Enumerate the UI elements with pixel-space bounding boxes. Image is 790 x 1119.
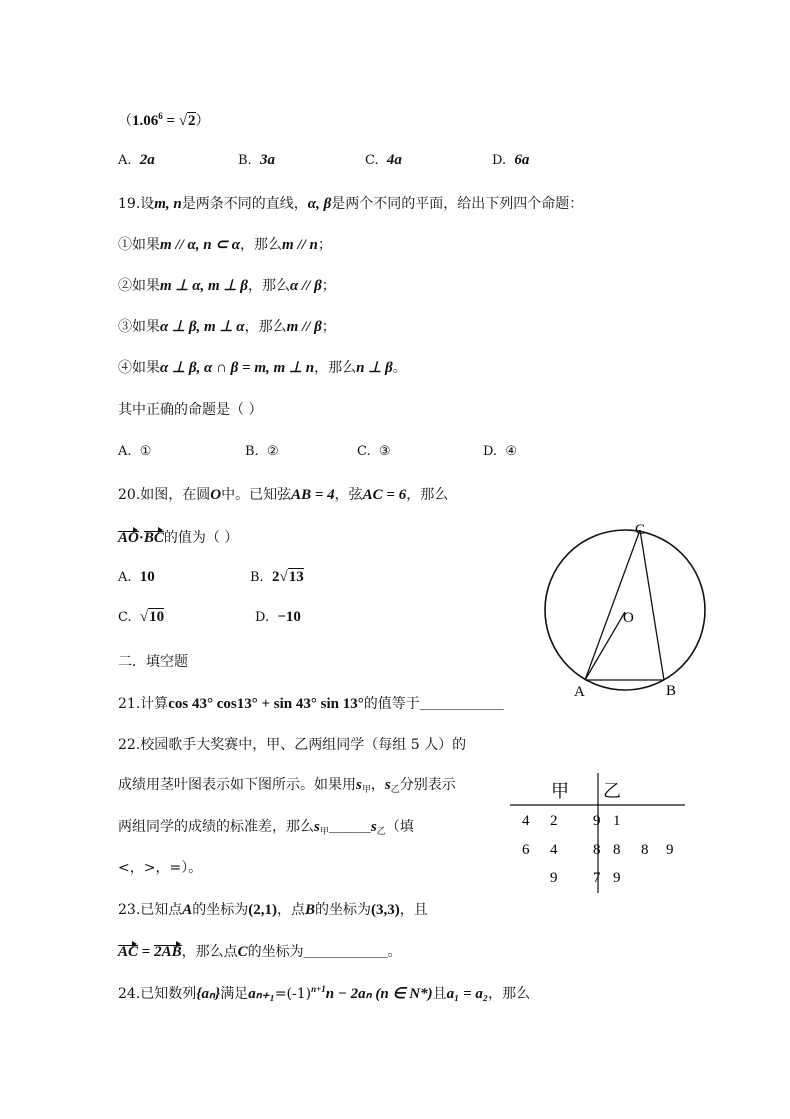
stem-leaf-plot bbox=[505, 765, 690, 895]
q23-line-2: AC = 2AB，那么点C的坐标为＿＿＿＿＿＿。 bbox=[118, 944, 402, 960]
stem-leaf-stem: 8 bbox=[593, 842, 601, 858]
q24-stem: 24.已知数列{aₙ}满足$a_{n+1}=(-1)^{n+1}n - 2a_n$ (n ∈ N*)且a₁ = a₂，那么 bbox=[118, 984, 531, 1002]
stem-leaf-right-leaf: 8 bbox=[613, 842, 621, 858]
q18-option-c: C. 4a bbox=[365, 152, 402, 168]
q19-question: 其中正确的命题是（ ） bbox=[118, 402, 263, 418]
q18-option-b: B. 3a bbox=[238, 152, 275, 168]
q22-line-2: 成绩用茎叶图表示如下图所示。如果用$s_甲$，$s_乙$分别表示 bbox=[118, 777, 456, 795]
stem-leaf-left-leaf: 4 bbox=[522, 813, 530, 829]
q21-stem: 21.计算cos 43° cos13° + sin 43° sin 13°的值等于＿＿＿＿＿＿ bbox=[118, 696, 504, 712]
q20-option-d: D. −10 bbox=[255, 609, 301, 625]
stem-leaf-header-left: 甲 bbox=[551, 781, 569, 801]
q19-option-c: C. ③ bbox=[357, 444, 391, 459]
section-fill-in-title: 二．填空题 bbox=[118, 654, 188, 670]
q18-hint: $(1.06^6 = √2)$ bbox=[118, 111, 210, 129]
stem-leaf-stem: 9 bbox=[593, 813, 601, 829]
q22-line-4: <，>，=）。 bbox=[118, 860, 203, 876]
stem-leaf-left-leaf: 2 bbox=[550, 813, 558, 829]
q22-line-3: 两组同学的成绩的标准差，那么$s_甲\_\_\_s_乙$（填 bbox=[118, 819, 414, 837]
q19-option-b: B. ② bbox=[245, 444, 279, 459]
q23-line-1: 23.已知点A的坐标为(2,1)，点B的坐标为(3,3)，且 bbox=[118, 902, 428, 918]
q19-proposition-4: ④如果α ⊥ β, α ∩ β = m, m ⊥ n，那么n ⊥ β。 bbox=[118, 360, 407, 376]
circle-figure bbox=[535, 515, 715, 705]
q22-line-1: 22.校园歌手大奖赛中，甲、乙两组同学（每组 5 人）的 bbox=[118, 737, 467, 753]
stem-leaf-header-right: 乙 bbox=[603, 781, 621, 801]
q19-proposition-3: ③如果α ⊥ β, m ⊥ α，那么m // β； bbox=[118, 319, 336, 335]
segment-ao bbox=[585, 612, 625, 680]
q20-option-a: A. 10 bbox=[118, 569, 155, 585]
chord-cb bbox=[640, 530, 664, 680]
q18-option-d: D. 6a bbox=[492, 152, 530, 168]
stem-leaf-right-leaf: 8 bbox=[641, 842, 649, 858]
chord-ac bbox=[585, 530, 640, 680]
q19-option-a: A. ① bbox=[118, 444, 152, 459]
label-b: B bbox=[666, 683, 677, 699]
q20-option-b: B. 2√13 bbox=[250, 569, 304, 585]
label-a: A bbox=[574, 684, 585, 700]
q20-option-c: C. √10 bbox=[118, 609, 165, 625]
stem-leaf-right-leaf: 1 bbox=[613, 813, 621, 829]
q19-option-d: D. ④ bbox=[483, 444, 518, 459]
q20-expression: AO·BC的值为（ ） bbox=[118, 530, 239, 546]
q18-option-a: A. 2a bbox=[118, 152, 155, 168]
label-c: C bbox=[635, 522, 646, 538]
q20-stem: 20.如图，在圆O中。已知弦AB = 4，弦AC = 6，那么 bbox=[118, 487, 449, 503]
stem-leaf-stem: 7 bbox=[593, 870, 601, 886]
stem-leaf-left-leaf: 4 bbox=[550, 842, 558, 858]
q19-proposition-1: ①如果m // α, n ⊂ α，那么m // n； bbox=[118, 237, 332, 253]
stem-leaf-right-leaf: 9 bbox=[613, 870, 621, 886]
stem-leaf-left-leaf: 6 bbox=[522, 842, 530, 858]
q19-stem: 19.设m, n是两条不同的直线，α, β是两个不同的平面，给出下列四个命题： bbox=[118, 196, 584, 212]
label-o: O bbox=[623, 610, 634, 626]
stem-leaf-left-leaf: 9 bbox=[550, 870, 558, 886]
q19-proposition-2: ②如果m ⊥ α, m ⊥ β，那么α // β； bbox=[118, 278, 336, 294]
stem-leaf-right-leaf: 9 bbox=[666, 842, 674, 858]
